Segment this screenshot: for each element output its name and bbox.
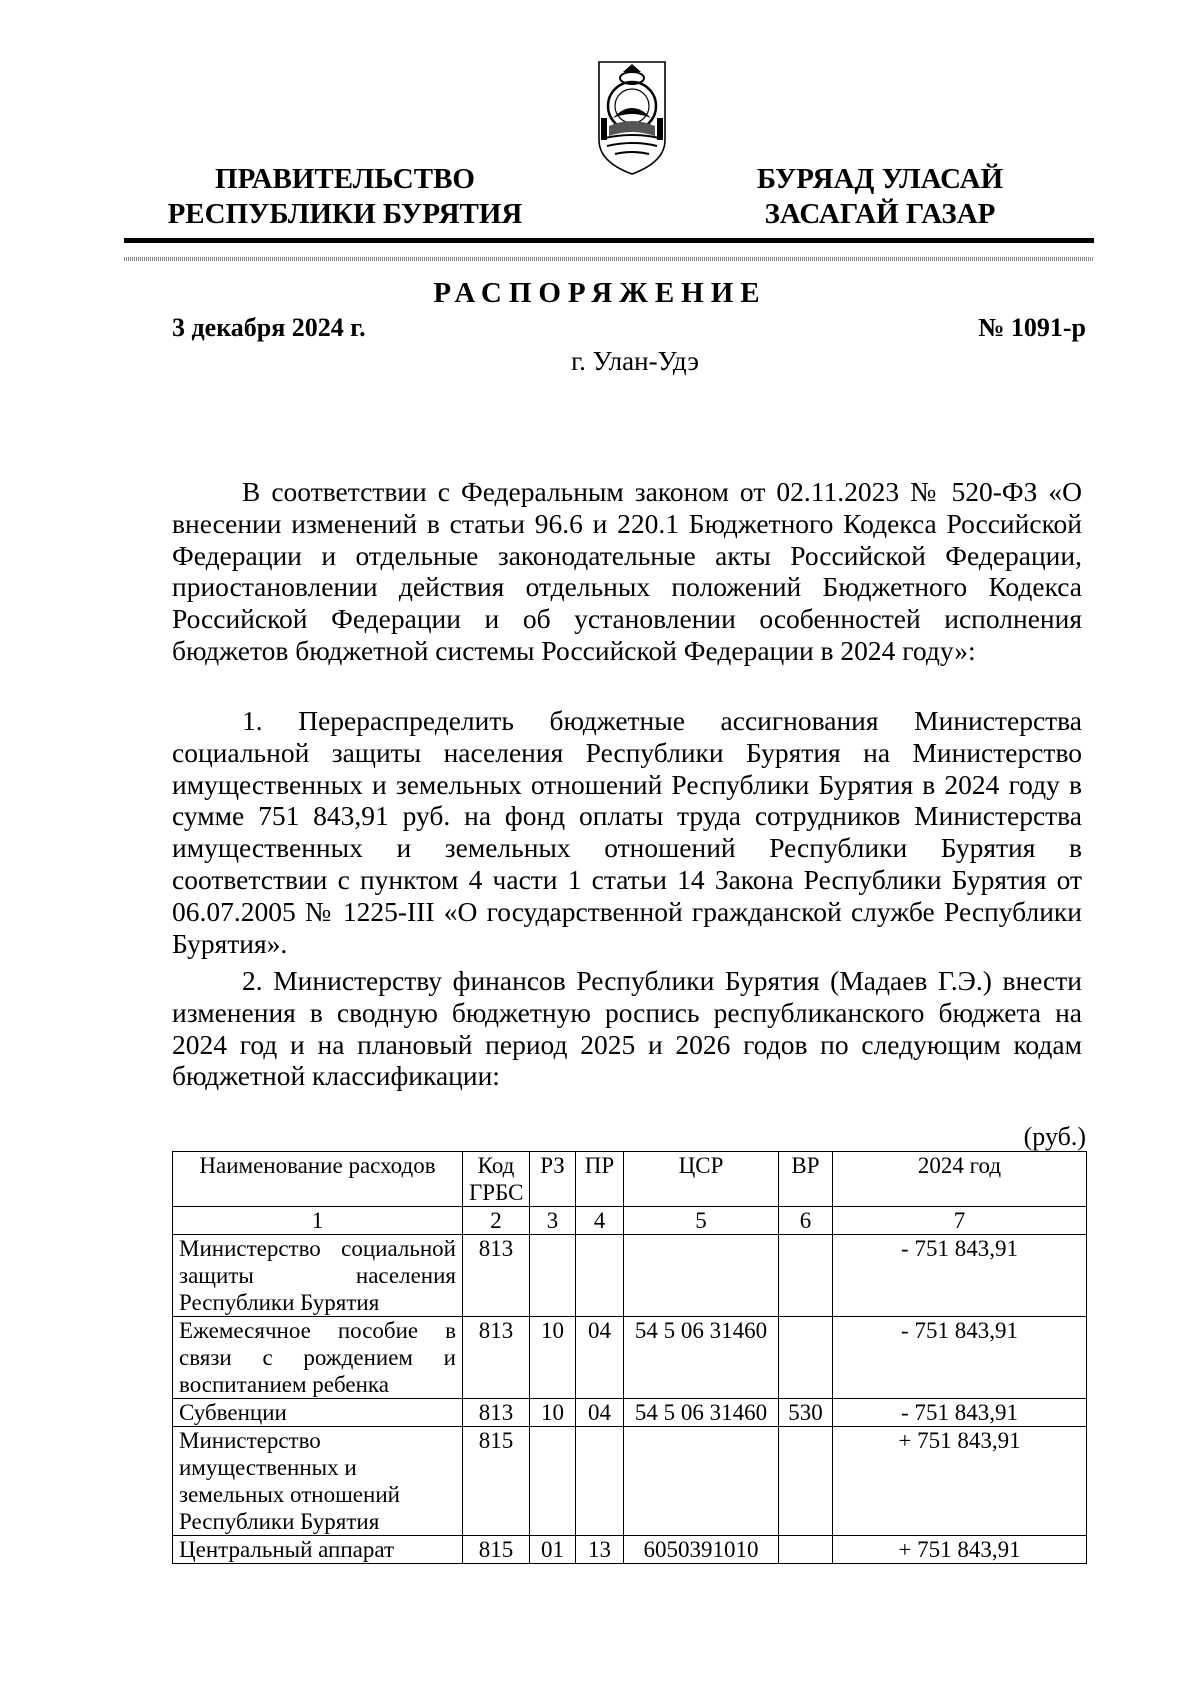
row-csr: [624, 1427, 779, 1536]
row-name: Министерство имущественных и земельных отношений Республики Бурятия: [173, 1427, 463, 1536]
header-pr: ПР: [576, 1152, 624, 1207]
row-grbs: 815: [463, 1536, 530, 1564]
col-number: 5: [624, 1207, 779, 1235]
row-vr: [779, 1427, 833, 1536]
header-thick-rule: [124, 238, 1094, 243]
document-number: № 1091-р: [978, 313, 1086, 342]
row-grbs: 815: [463, 1427, 530, 1536]
row-csr: 54 5 06 31460: [624, 1317, 779, 1399]
row-pr: [576, 1235, 624, 1317]
row-amount: + 751 843,91: [833, 1427, 1087, 1536]
col-number: 6: [779, 1207, 833, 1235]
row-amount: - 751 843,91: [833, 1399, 1087, 1427]
col-number: 1: [173, 1207, 463, 1235]
row-name: Ежемесячное пособие в связи с рождением и воспитанием ребенка: [173, 1317, 463, 1399]
document-date: 3 декабря 2024 г.: [172, 313, 366, 342]
header-name: Наименование расходов: [173, 1152, 463, 1207]
government-name-ru: [160, 162, 530, 232]
row-amount: + 751 843,91: [833, 1536, 1087, 1564]
header-year: 2024 год: [833, 1152, 1087, 1207]
row-pr: [576, 1427, 624, 1536]
row-grbs: 813: [463, 1317, 530, 1399]
row-amount: - 751 843,91: [833, 1317, 1087, 1399]
row-rz: 10: [530, 1399, 576, 1427]
col-number: 3: [530, 1207, 576, 1235]
row-name: Субвенции: [173, 1399, 463, 1427]
government-name-line2: РЕСПУБЛИКИ БУРЯТИЯ: [167, 198, 523, 230]
row-csr: 6050391010: [624, 1536, 779, 1564]
row-name: Центральный аппарат: [173, 1536, 463, 1564]
row-amount: - 751 843,91: [833, 1235, 1087, 1317]
row-pr: 04: [576, 1317, 624, 1399]
government-name-bua: [710, 162, 1050, 232]
col-number: 7: [833, 1207, 1087, 1235]
row-vr: 530: [779, 1399, 833, 1427]
row-grbs: 813: [463, 1235, 530, 1317]
government-name-bua-line2: ЗАСАГАЙ ГАЗАР: [764, 198, 996, 230]
row-rz: [530, 1235, 576, 1317]
budget-table: [172, 1151, 1087, 1564]
col-number: 4: [576, 1207, 624, 1235]
header-csr: ЦСР: [624, 1152, 779, 1207]
header-grbs: Код ГРБС: [463, 1152, 530, 1207]
header-vr: ВР: [779, 1152, 833, 1207]
row-pr: 13: [576, 1536, 624, 1564]
government-name-bua-line1: БУРЯАД УЛАСАЙ: [756, 163, 1004, 195]
row-rz: [530, 1427, 576, 1536]
document-city: г. Улан-Удэ: [571, 346, 699, 376]
table-row: [173, 1235, 1087, 1317]
document-title: РАСПОРЯЖЕНИЕ: [433, 277, 767, 309]
government-name-line1: ПРАВИТЕЛЬСТВО: [215, 163, 475, 195]
col-number: 2: [463, 1207, 530, 1235]
table-row: [173, 1536, 1087, 1564]
table-number-row: [173, 1207, 1087, 1235]
clause-2-paragraph: 2. Министерству финансов Республики Бурятия (Мадаев Г.Э.) внести изменения в сводную бюджетную роспись республиканского бюджета на 2024 год и на плановый период 2025 и 2026 годов по следующим кодам бюджетной классификации:: [172, 965, 1082, 1092]
header-dotted-rule: [124, 257, 1094, 261]
row-grbs: 813: [463, 1399, 530, 1427]
row-pr: 04: [576, 1399, 624, 1427]
preamble-paragraph: В соответствии с Федеральным законом от 02.11.2023 № 520-ФЗ «О внесении изменений в статьи 96.6 и 220.1 Бюджетного Кодекса Российской Федерации и отдельные законодательные акты Российской Федерации, приостановлении действия отдельных положений Бюджетного Кодекса Российской Федерации и об установлении особенностей исполнения бюджетов бюджетной системы Российской Федерации в 2024 году»:: [172, 476, 1082, 666]
coat-of-arms-emblem: [595, 58, 669, 176]
header-rz: РЗ: [530, 1152, 576, 1207]
clause-1-paragraph: 1. Перераспределить бюджетные ассигнования Министерства социальной защиты населения Республики Бурятия на Министерство имущественных и земельных отношений Республики Бурятия в 2024 году в сумме 751 843,91 руб. на фонд оплаты труда сотрудников Министерства имущественных и земельных отношений Республики Бурятия в соответствии с пунктом 4 части 1 статьи 14 Закона Республики Бурятия от 06.07.2005 № 1225-III «О государственной гражданской службе Республики Бурятия».: [172, 705, 1082, 959]
row-vr: [779, 1317, 833, 1399]
table-row: [173, 1399, 1087, 1427]
table-header-row: [173, 1152, 1087, 1207]
row-csr: 54 5 06 31460: [624, 1399, 779, 1427]
row-name: Министерство социальной защиты населения Республики Бурятия: [173, 1235, 463, 1317]
row-vr: [779, 1536, 833, 1564]
row-csr: [624, 1235, 779, 1317]
row-vr: [779, 1235, 833, 1317]
row-rz: 10: [530, 1317, 576, 1399]
row-rz: 01: [530, 1536, 576, 1564]
table-row: [173, 1317, 1087, 1399]
currency-unit: (руб.): [1023, 1122, 1086, 1151]
table-row: [173, 1427, 1087, 1536]
